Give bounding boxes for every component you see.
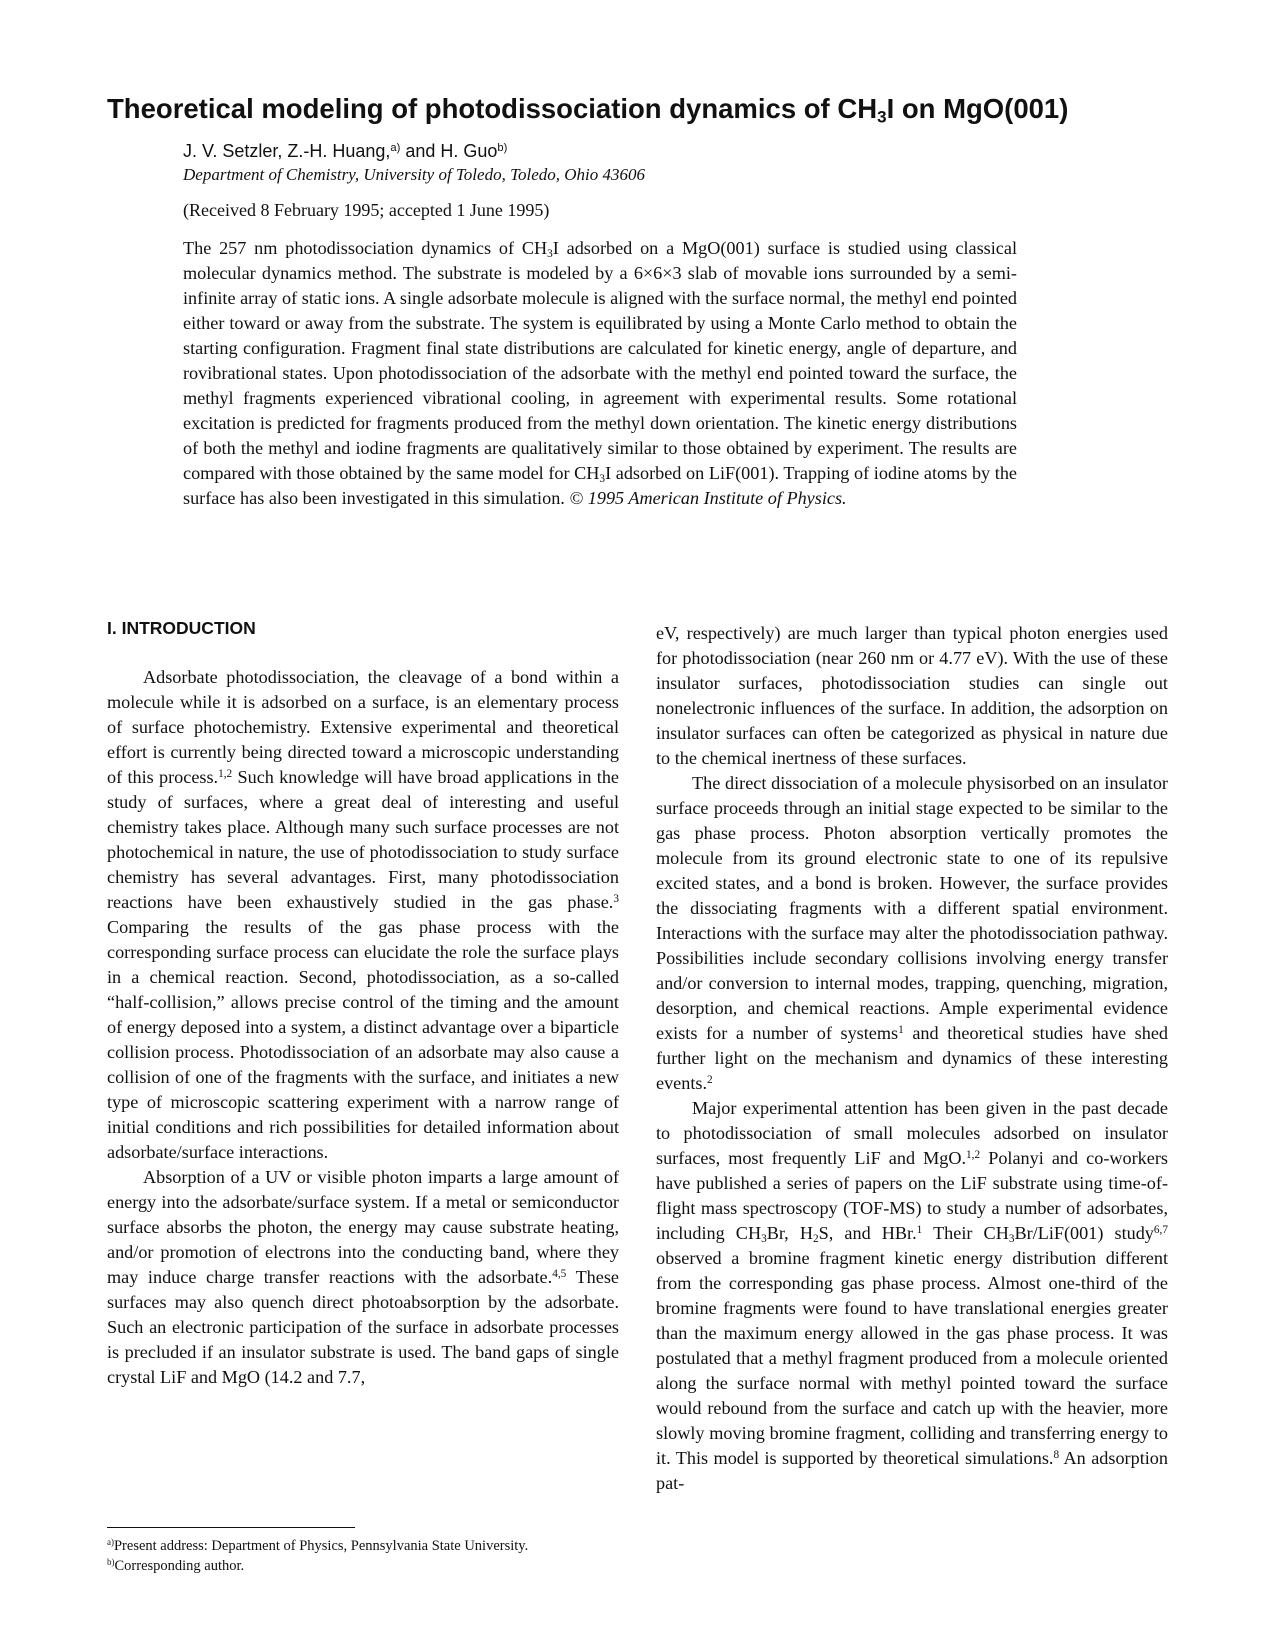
body-paragraph (107, 1165, 619, 1390)
citation-mark: 8 (1053, 1448, 1060, 1461)
body-text: Major experimental attention has been given in the past decade to photodissociation of small molecules adsorbed on insulator surfaces, most frequently LiF and MgO. (656, 1098, 1168, 1168)
paper-title (107, 92, 1187, 126)
footnote-mark: b) (107, 1557, 115, 1568)
body-text: and theoretical studies have shed further light on the mechanism and dynamics of these interesting events. (656, 1023, 1169, 1093)
title-text: Theoretical modeling of photodissociation dynamics of CH (107, 93, 878, 124)
footnote-text: Present address: Department of Physics, Pennsylvania State University. (113, 1538, 529, 1554)
citation-mark: 3 (613, 892, 619, 905)
abstract-subscript: 3 (599, 472, 606, 485)
affiliation: Department of Chemistry, University of Toledo, Toledo, Ohio 43606 (183, 165, 645, 184)
body-text: S, and HBr. (818, 1223, 917, 1243)
author-names: J. V. Setzler, Z.-H. Huang, (183, 141, 391, 161)
citation-mark: 1 (898, 1023, 904, 1036)
body-text: Absorption of a UV or visible photon imparts a large amount of energy into the adsorbate/surface system. If a metal or semiconductor surface absorbs the photon, the energy may cause substrate heating, and/or promotion of electrons into the conducting band, where they may induce charge transfer reactions with the adsorbate. (107, 1167, 619, 1287)
left-column (107, 618, 619, 1390)
author-footnote-mark: b) (497, 141, 508, 154)
body-text: Comparing the results of the gas phase process with the corresponding surface process can elucidate the role the surface plays in a chemical reaction. Second, photodissociation, as a so-called “half-collision,” allows precise control of the timing and the amount of energy deposed into a system, a distinct advantage over a biparticle collision process. Photodissociation of an adsorbate may also cause a collision of one of the fragments with the surface, and initiates a new type of microscopic scattering experiment with a narrow range of initial conditions and rich possibilities for detailed information about adsorbate/surface interactions. (107, 917, 619, 1162)
section-heading: I. INTRODUCTION (107, 618, 256, 638)
abstract-subscript: 3 (547, 247, 553, 260)
citation-mark: 4,5 (552, 1267, 567, 1280)
body-text: Their CH (922, 1223, 1009, 1243)
citation-mark: 1,2 (218, 767, 233, 780)
chemical-subscript: 3 (761, 1232, 767, 1245)
abstract-text: I adsorbed on a MgO(001) surface is studied using classical molecular dynamics method. The substrate is modeled by a 6×6×3 slab of movable ions surrounded by a semi-infinite array of static ions. A single adsorbate molecule is aligned with the surface normal, the methyl end pointed either toward or away from the substrate. The system is equilibrated by using a Monte Carlo method to obtain the starting configuration. Fragment final state distributions are calculated for kinetic energy, angle of departure, and rovibrational states. Upon photodissociation of the adsorbate with the methyl end pointed toward the surface, the methyl fragments experienced vibrational cooling, in agreement with experimental results. Some rotational excitation is predicted for fragments produced from the methyl down orientation. The kinetic energy distributions of both the methyl and iodine fragments are qualitatively similar to those obtained by experiment. The results are compared with those obtained by the same model for CH (183, 238, 1018, 483)
chemical-subscript: 3 (1008, 1232, 1015, 1245)
body-paragraph: eV, respectively) are much larger than typical photon energies used for photodissociation (near 260 nm or 4.77 eV). With the use of these insulator surfaces, photodissociation studies can single out nonelectronic influences of the surface. In addition, the adsorption on insulator surfaces can often be categorized as physical in nature due to the chemical inertness of these surfaces. (656, 623, 1168, 768)
body-text: Adsorbate photodissociation, the cleavage of a bond within a molecule while it is adsorbed on a surface, is an elementary process of surface photochemistry. Extensive experimental and theoretical effort is currently being directed toward a microscopic understanding of this process. (107, 667, 619, 787)
body-text: These surfaces may also quench direct photoabsorption by the adsorbate. Such an electronic participation of the surface in adsorbate processes is precluded if an insulator substrate is used. The band gaps of single crystal LiF and MgO (14.2 and 7.7, (107, 1267, 619, 1387)
right-column (656, 621, 1168, 1496)
footnote-divider (107, 1527, 355, 1528)
chemical-subscript: 2 (812, 1232, 819, 1245)
body-paragraph (107, 665, 619, 1165)
body-text: Br, H (766, 1223, 813, 1243)
body-paragraph (656, 771, 1168, 1096)
title-text-tail: I on MgO(001) (886, 93, 1069, 124)
body-text: Polanyi and co-workers have published a series of papers on the LiF substrate using time-of-flight mass spectroscopy (TOF-MS) to study a number of adsorbates, including CH (656, 1148, 1168, 1243)
body-text: Br/LiF(001) study (1014, 1223, 1154, 1243)
body-text: observed a bromine fragment kinetic energy distribution different from the corresponding gas phase process. Almost one-third of the bromine fragments were found to have translational energies greater than the maximum energy allowed in the gas phase process. It was postulated that a methyl fragment produced from a molecule oriented along the surface normal with methyl pointed toward the surface would rebound from the surface and catch up with the heavier, more slowly moving bromine fragment, colliding and transferring energy to it. This model is supported by theoretical simulations. (656, 1248, 1168, 1468)
author-list (183, 140, 1083, 162)
body-paragraph (656, 1096, 1168, 1496)
footnote-mark: a) (107, 1537, 114, 1548)
citation-mark: 1 (916, 1223, 923, 1236)
footnote-a (107, 1536, 667, 1556)
abstract-text: I adsorbed on LiF(001). Trapping of iodine atoms by the surface has also been investigated in this simulation. (183, 463, 1017, 508)
abstract-text: The 257 nm photodissociation dynamics of CH (183, 238, 548, 258)
footnote-b (107, 1556, 667, 1576)
author-names-tail: and H. Guo (400, 141, 498, 161)
copyright-notice: © 1995 American Institute of Physics. (569, 488, 847, 508)
citation-mark: 6,7 (1153, 1223, 1168, 1236)
received-dates: (Received 8 February 1995; accepted 1 June 1995) (183, 200, 550, 220)
citation-mark: 1,2 (966, 1148, 981, 1161)
author-footnote-mark: a) (390, 141, 401, 154)
body-text: An adsorption pat- (656, 1448, 1168, 1493)
body-text: The direct dissociation of a molecule physisorbed on an insulator surface proceeds through an initial stage expected to be similar to the gas phase process. Photon absorption vertically promotes the molecule from its ground electronic state to one of its repulsive excited states, and a bond is broken. However, the surface provides the dissociating fragments with a different spatial environment. Interactions with the surface may alter the photodissociation pathway. Possibilities include secondary collisions involving energy transfer and/or conversion to internal modes, trapping, quenching, migration, desorption, and chemical reactions. Ample experimental evidence exists for a number of systems (656, 773, 1168, 1043)
footnotes (107, 1536, 667, 1576)
footnote-text: Corresponding author. (114, 1558, 245, 1574)
body-text: Such knowledge will have broad applications in the study of surfaces, where a great deal of interesting and useful chemistry takes place. Although many such surface processes are not photochemical in nature, the use of photodissociation to study surface chemistry has several advantages. First, many photodissociation reactions have been exhaustively studied in the gas phase. (107, 767, 619, 912)
abstract (183, 236, 1017, 511)
title-subscript: 3 (877, 107, 887, 127)
citation-mark: 2 (707, 1073, 713, 1086)
